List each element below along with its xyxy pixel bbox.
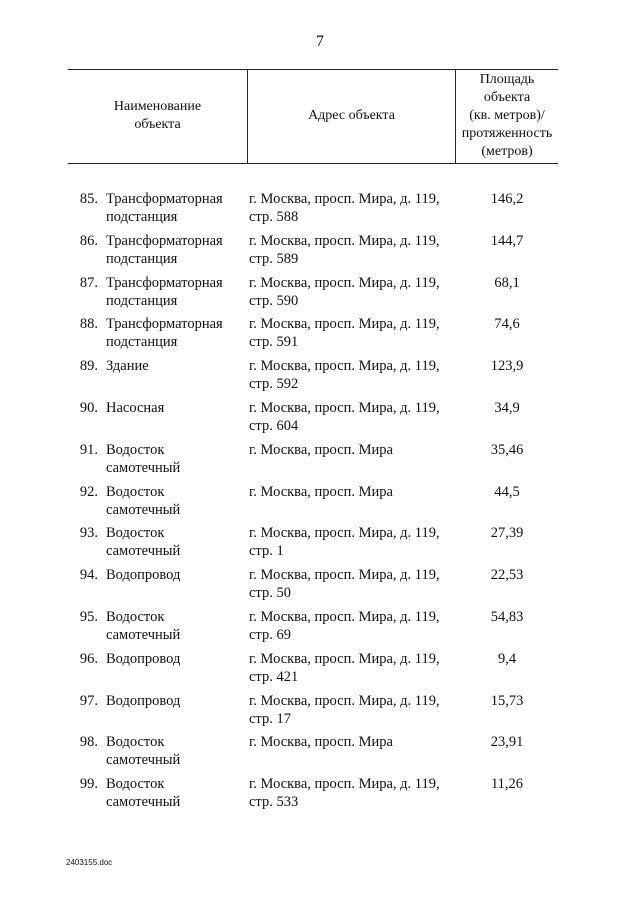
table-row <box>0 274 640 316</box>
row-number: 85. <box>79 191 98 207</box>
table-row <box>0 357 640 399</box>
row-number: 86. <box>79 232 98 249</box>
table-row <box>0 524 640 566</box>
row-number: 94. <box>79 567 98 584</box>
object-address: г. Москва, просп. Мира, д. 119, стр. 69 <box>249 608 440 643</box>
object-name: Здание <box>106 358 149 375</box>
object-area: 54,83 <box>490 608 524 625</box>
object-area: 15,73 <box>490 692 524 709</box>
row-number: 92. <box>79 483 98 500</box>
object-area: 44,5 <box>494 483 520 500</box>
row-number: 90. <box>79 399 98 416</box>
row-number: 88. <box>79 316 98 333</box>
header-bottom-rule <box>68 163 558 164</box>
table-row <box>0 190 640 232</box>
table-row <box>0 775 640 817</box>
object-area: 35,46 <box>490 441 524 458</box>
object-area: 144,7 <box>490 232 524 249</box>
table-body <box>0 190 640 817</box>
row-number: 87. <box>79 274 98 291</box>
page-number: 7 <box>316 33 324 50</box>
object-address: г. Москва, просп. Мира, д. 119, стр. 50 <box>249 567 440 602</box>
object-address: г. Москва, просп. Мира <box>249 441 393 458</box>
row-number: 93. <box>79 525 98 542</box>
object-address: г. Москва, просп. Мира, д. 119, стр. 588 <box>249 191 440 225</box>
object-address: г. Москва, просп. Мира, д. 119, стр. 604 <box>249 399 440 434</box>
row-number: 97. <box>79 692 98 709</box>
object-area: 146,2 <box>490 191 524 207</box>
header-address: Адрес объекта <box>308 108 395 123</box>
table-row <box>0 232 640 274</box>
object-name: Трансформаторная подстанция <box>106 191 223 225</box>
row-number: 99. <box>79 776 98 793</box>
header-area: Площадь объекта (кв. метров)/ протяженность (метров) <box>461 72 553 159</box>
row-number: 91. <box>79 441 98 458</box>
object-name: Водосток самотечный <box>106 734 181 769</box>
table-row <box>0 441 640 483</box>
table-row <box>0 733 640 775</box>
row-number: 96. <box>79 650 98 667</box>
object-area: 9,4 <box>497 650 517 667</box>
object-area: 23,91 <box>490 734 524 751</box>
object-name: Водопровод <box>106 692 181 709</box>
object-area: 27,39 <box>490 525 524 542</box>
object-name: Водопровод <box>106 567 181 584</box>
object-name: Водосток самотечный <box>106 776 181 811</box>
table-row <box>0 608 640 650</box>
table-row <box>0 315 640 357</box>
object-area: 11,26 <box>490 776 524 793</box>
object-area: 123,9 <box>490 358 524 375</box>
object-name: Водосток самотечный <box>106 525 181 560</box>
table-row <box>0 650 640 692</box>
object-area: 34,9 <box>494 399 520 416</box>
object-name: Водосток самотечный <box>106 483 181 518</box>
object-address: г. Москва, просп. Мира, д. 119, стр. 589 <box>249 232 440 267</box>
object-name: Водопровод <box>106 650 181 667</box>
object-address: г. Москва, просп. Мира, д. 119, стр. 1 <box>249 525 440 560</box>
object-address: г. Москва, просп. Мира, д. 119, стр. 592 <box>249 358 440 393</box>
header-name: Наименование объекта <box>113 99 202 132</box>
object-name: Водосток самотечный <box>106 441 181 476</box>
row-number: 98. <box>79 734 98 751</box>
object-area: 68,1 <box>494 274 520 291</box>
row-number: 95. <box>79 608 98 625</box>
object-address: г. Москва, просп. Мира, д. 119, стр. 421 <box>249 650 440 685</box>
object-address: г. Москва, просп. Мира <box>249 734 393 751</box>
object-address: г. Москва, просп. Мира <box>249 483 393 500</box>
footer-filename: 2403155.doc <box>66 858 113 867</box>
table-row <box>0 566 640 608</box>
object-name: Трансформаторная подстанция <box>106 316 223 351</box>
row-number: 89. <box>79 358 98 375</box>
object-area: 74,6 <box>494 316 520 333</box>
table-row <box>0 399 640 441</box>
object-address: г. Москва, просп. Мира, д. 119, стр. 533 <box>249 776 440 811</box>
object-address: г. Москва, просп. Мира, д. 119, стр. 590 <box>249 274 440 309</box>
object-address: г. Москва, просп. Мира, д. 119, стр. 17 <box>249 692 440 727</box>
object-name: Водосток самотечный <box>106 608 181 643</box>
object-area: 22,53 <box>490 567 524 584</box>
object-name: Насосная <box>106 399 165 416</box>
object-address: г. Москва, просп. Мира, д. 119, стр. 591 <box>249 316 440 351</box>
table-row <box>0 483 640 525</box>
table-row <box>0 692 640 734</box>
object-name: Трансформаторная подстанция <box>106 232 223 267</box>
object-name: Трансформаторная подстанция <box>106 274 223 309</box>
